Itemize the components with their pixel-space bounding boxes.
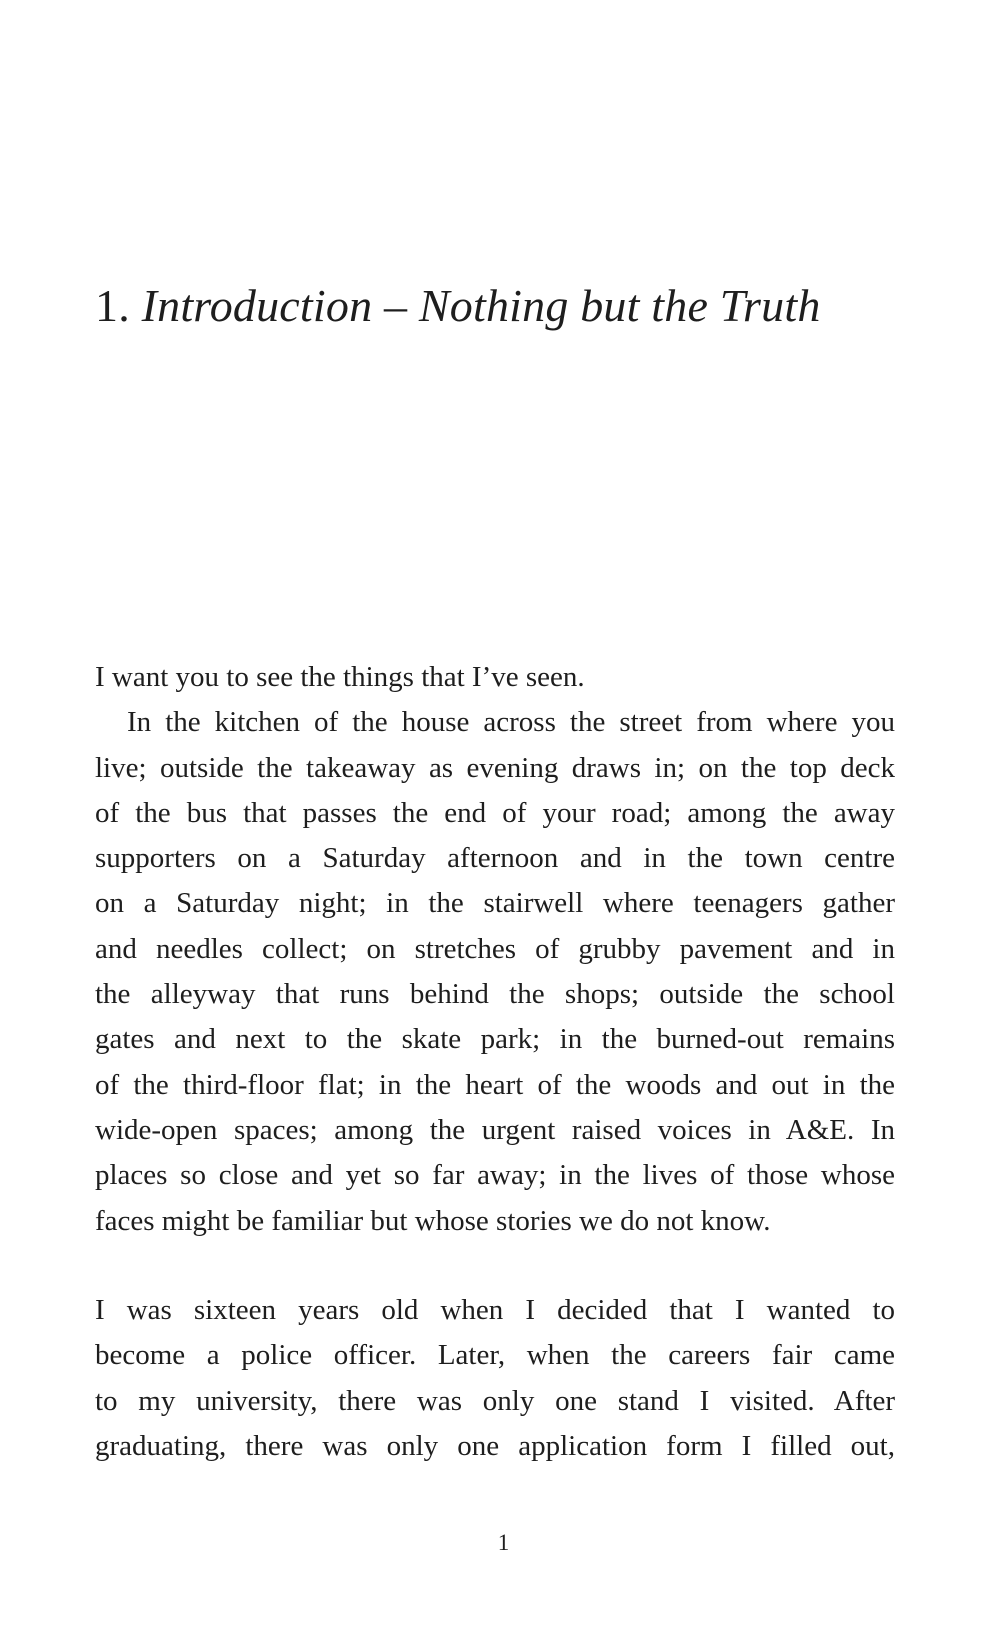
chapter-heading — [95, 278, 821, 334]
text-line: and needles collect; on stretches of grubby pavement and in — [95, 932, 895, 965]
text-line: become a police officer. Later, when the careers fair came — [95, 1339, 895, 1372]
text-line: I want you to see the things that I’ve seen. — [95, 661, 585, 693]
text-line: live; outside the takeaway as evening draws in; on the top deck — [95, 751, 895, 784]
text-line: graduating, there was only one application form I filled out, — [95, 1429, 895, 1462]
paragraph-second — [95, 1288, 895, 1469]
text-line: faces might be familiar but whose stories we do not know. — [95, 1204, 771, 1237]
text-line: supporters on a Saturday afternoon and in the town centre — [95, 842, 895, 875]
text-line: of the bus that passes the end of your road; among the away — [95, 796, 895, 829]
text-line: gates and next to the skate park; in the burned-out remains — [95, 1023, 895, 1056]
text-line: of the third-floor flat; in the heart of the woods and out in the — [95, 1068, 895, 1101]
text-line: to my university, there was only one stand I visited. After — [95, 1384, 895, 1417]
paragraph-opening — [95, 655, 895, 1244]
page-number: 1 — [497, 1530, 510, 1555]
text-line: I was sixteen years old when I decided that I wanted to — [95, 1294, 895, 1326]
text-line: wide-open spaces; among the urgent raised voices in A&E. In — [95, 1113, 895, 1146]
chapter-number: 1. — [95, 280, 130, 331]
text-line: on a Saturday night; in the stairwell where teenagers gather — [95, 887, 895, 920]
text-line: the alleyway that runs behind the shops; outside the school — [95, 978, 895, 1011]
text-line: places so close and yet so far away; in the lives of those whose — [95, 1159, 895, 1192]
text-line: In the kitchen of the house across the street from where you — [127, 706, 895, 739]
chapter-title: Introduction – Nothing but the Truth — [141, 280, 821, 331]
